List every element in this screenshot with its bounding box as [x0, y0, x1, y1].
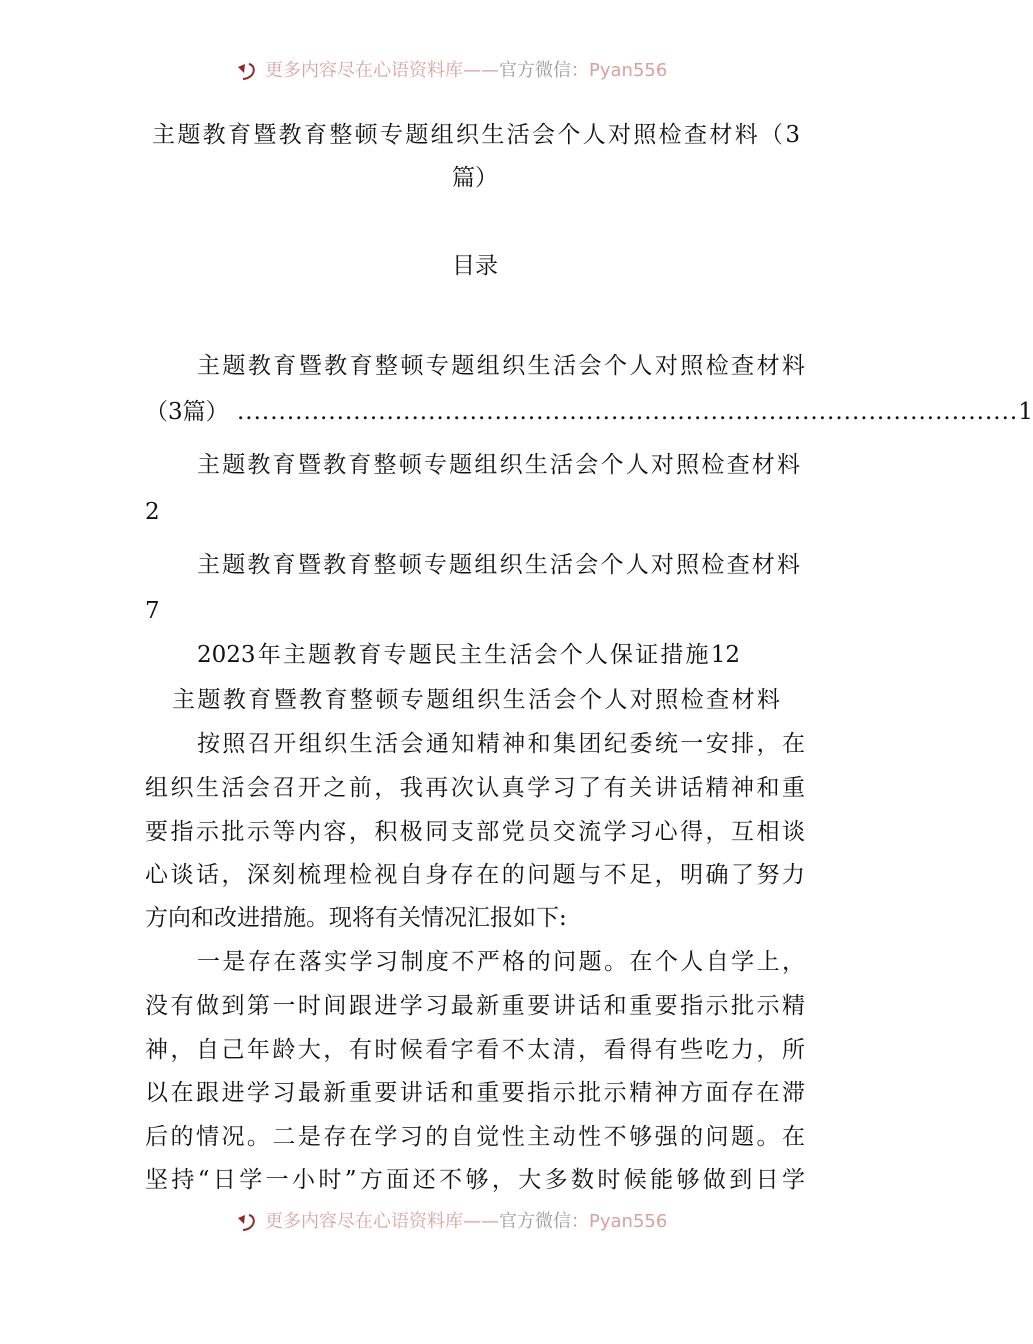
- toc-item-3-page: 7: [145, 598, 160, 624]
- watermark-label: 官方微信：: [499, 60, 589, 81]
- toc-item-1-cont: （3篇）: [145, 399, 229, 425]
- footer-watermark: [235, 1209, 715, 1235]
- watermark-prefix: 更多内容尽在心语资料库——: [265, 1211, 499, 1232]
- doc-title-line2: 篇）: [452, 165, 498, 191]
- watermark-account: Pyan556: [589, 60, 668, 81]
- body-line: 组织生活会召开之前，我再次认真学习了有关讲话精神和重: [145, 775, 805, 801]
- toc-item-2-title[interactable]: 主题教育暨教育整顿专题组织生活会个人对照检查材料: [197, 452, 800, 478]
- body-line: 没有做到第一时间跟进学习最新重要讲话和重要指示批示精: [145, 993, 805, 1019]
- body-line: 后的情况。二是存在学习的自觉性主动性不够强的问题。在: [145, 1124, 805, 1150]
- toc-leader-dots: ..............................................................................................: [228, 399, 1019, 425]
- toc-heading: 目录: [452, 253, 498, 279]
- toc-item-1-title[interactable]: 主题教育暨教育整顿专题组织生活会个人对照检查材料: [197, 353, 805, 379]
- body-line: 方向和改进措施。现将有关情况汇报如下:: [145, 905, 567, 931]
- body-line: 神，自己年龄大，有时候看字看不太清，看得有些吃力，所: [145, 1037, 805, 1063]
- toc-item-1-line2[interactable]: [145, 397, 1033, 427]
- header-watermark: [235, 58, 715, 84]
- watermark-prefix: 更多内容尽在心语资料库——: [265, 60, 499, 81]
- watermark-label: 官方微信：: [499, 1211, 589, 1232]
- toc-item-3-title[interactable]: 主题教育暨教育整顿专题组织生活会个人对照检查材料: [197, 552, 800, 578]
- watermark-account: Pyan556: [589, 1211, 668, 1232]
- body-line: 一是存在落实学习制度不严格的问题。在个人自学上，: [197, 949, 805, 975]
- toc-item-1-page: 1: [1018, 399, 1033, 425]
- body-line: 按照召开组织生活会通知精神和集团纪委统一安排，在: [197, 731, 805, 757]
- body-line: 以在跟进学习最新重要讲话和重要指示批示精神方面存在滞: [145, 1080, 805, 1106]
- logo-icon: [235, 1212, 259, 1232]
- logo-icon: [235, 61, 259, 81]
- doc-title-line1: 主题教育暨教育整顿专题组织生活会个人对照检查材料（3: [152, 122, 800, 148]
- body-line: 心谈话，深刻梳理检视自身存在的问题与不足，明确了努力: [145, 862, 805, 888]
- toc-item-2-page: 2: [145, 499, 160, 525]
- section-heading: 主题教育暨教育整顿专题组织生活会个人对照检查材料: [172, 687, 780, 713]
- body-line: 要指示批示等内容，积极同支部党员交流学习心得，互相谈: [145, 819, 805, 845]
- toc-item-4-title[interactable]: 2023年主题教育专题民主生活会个人保证措施12: [197, 642, 740, 668]
- body-line: 坚持“日学一小时”方面还不够，大多数时候能够做到日学: [145, 1167, 805, 1193]
